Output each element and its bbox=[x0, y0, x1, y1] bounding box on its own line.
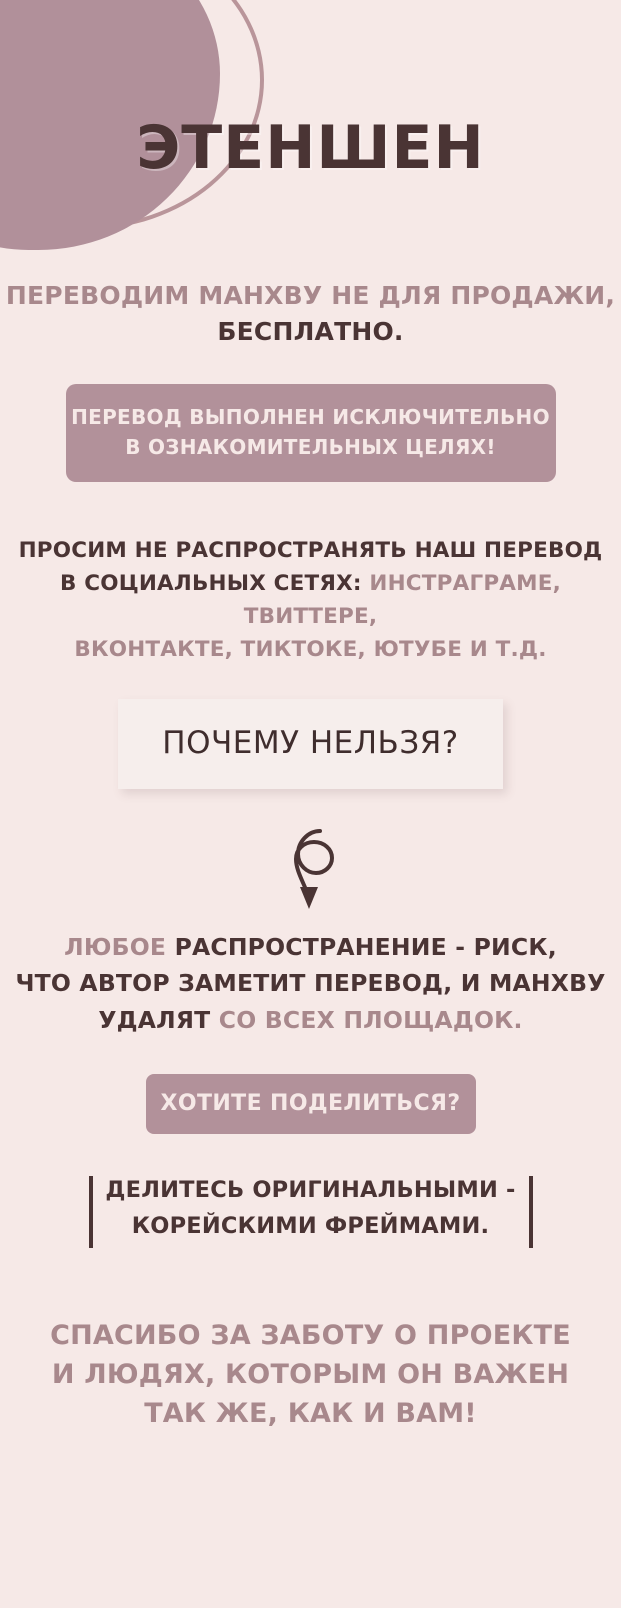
why-not-label: ПОЧЕМУ НЕЛЬЗЯ? bbox=[162, 724, 459, 761]
thanks-line-1: СПАСИБО ЗА ЗАБОТУ О ПРОЕКТЕ bbox=[50, 1320, 571, 1352]
thanks-line-3: ТАК ЖЕ, КАК И ВАМ! bbox=[144, 1398, 477, 1430]
request-line-2-dark: В СОЦИАЛЬНЫХ СЕТЯХ: bbox=[59, 570, 362, 596]
advice-quote bbox=[101, 1172, 521, 1244]
disclaimer-line-2: В ОЗНАКОМИТЕЛЬНЫХ ЦЕЛЯХ! bbox=[125, 434, 496, 459]
risk-line-2: ЧТО АВТОР ЗАМЕТИТ ПЕРЕВОД, И МАНХВУ bbox=[15, 969, 606, 998]
curly-arrow-down-icon bbox=[266, 825, 356, 917]
lead-line-2-tail: . bbox=[393, 317, 404, 347]
thanks-line-2: И ЛЮДЯХ, КОТОРЫМ ОН ВАЖЕН bbox=[51, 1359, 570, 1391]
share-banner-label: ХОТИТЕ ПОДЕЛИТЬСЯ? bbox=[160, 1091, 461, 1117]
request-line-1: ПРОСИМ НЕ РАСПРОСТРАНЯТЬ НАШ ПЕРЕВОД bbox=[18, 537, 603, 563]
why-not-card bbox=[118, 699, 503, 789]
thanks-text bbox=[0, 1244, 621, 1433]
arrow-container bbox=[0, 825, 621, 917]
advice-line-1: ДЕЛИТЕСЬ ОРИГИНАЛЬНЫМИ - bbox=[105, 1177, 516, 1204]
share-banner bbox=[146, 1074, 476, 1134]
lead-text bbox=[0, 178, 621, 351]
risk-line-1-dark: РАСПРОСТРАНЕНИЕ - РИСК, bbox=[174, 932, 557, 961]
risk-line-3-dark: УДАЛЯТ bbox=[98, 1005, 219, 1034]
lead-line-2-strong: БЕСПЛАТНО bbox=[217, 317, 394, 347]
request-line-3-muted: ВКОНТАКТЕ, ТИКТОКЕ, ЮТУБЕ И Т.Д. bbox=[74, 637, 547, 663]
risk-line-3-muted: СО ВСЕХ ПЛОЩАДОК. bbox=[218, 1005, 523, 1034]
disclaimer-line-1: ПЕРЕВОД ВЫПОЛНЕН ИСКЛЮЧИТЕЛЬНО bbox=[71, 404, 550, 429]
page-title: ЭТЕНШЕН bbox=[136, 113, 485, 183]
request-text bbox=[0, 482, 621, 667]
advice-line-2: КОРЕЙСКИМИ ФРЕЙМАМИ. bbox=[131, 1213, 490, 1240]
risk-text bbox=[0, 917, 621, 1038]
risk-line-1-muted: ЛЮБОЕ bbox=[64, 932, 175, 961]
request-line-2-muted: ИНСТРАГРАМЕ, ТВИТТЕРЕ, bbox=[243, 570, 561, 630]
lead-line-1: ПЕРЕВОДИМ МАНХВУ НЕ ДЛЯ ПРОДАЖИ, bbox=[5, 281, 616, 310]
disclaimer-banner bbox=[66, 384, 556, 482]
